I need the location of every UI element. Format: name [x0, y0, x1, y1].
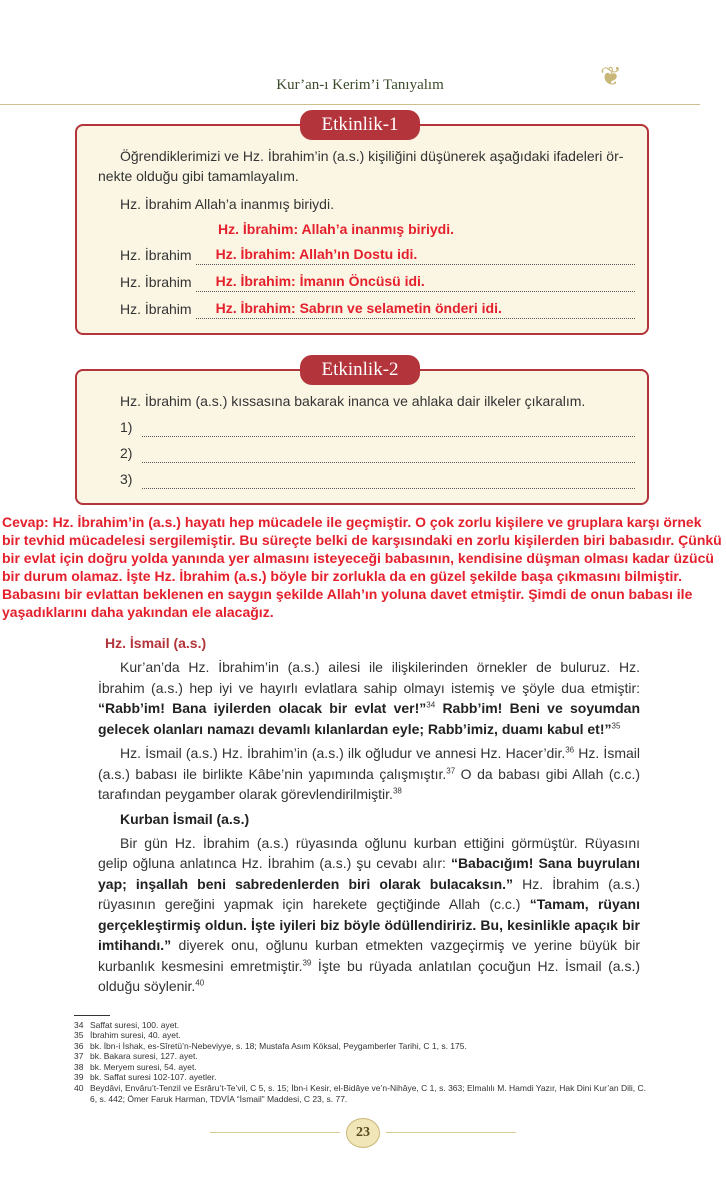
footnote-ref[interactable]: 38 — [392, 786, 402, 796]
footnote-text: bk. İbn-i İshak, es-Sîretü’n-Nebeviyye, s. 18; Mustafa Asım Köksal, Peygamberler Tarihi, C 1, s. 175. — [90, 1040, 467, 1051]
fill-row — [98, 271, 635, 292]
footnote-text: bk. Bakara suresi, 127. ayet. — [90, 1051, 198, 1062]
section-heading: Kurban İsmail (a.s.) — [120, 810, 250, 827]
text: Hz. İsmail (a.s.) Hz. İbrahim’in (a.s.) ilk oğludur ve annesi Hz. Hacer’dir. — [120, 745, 566, 761]
fill-label: Hz. İbrahim — [120, 247, 192, 263]
footnote-number: 35 — [74, 1030, 84, 1041]
footnote-number: 39 — [74, 1072, 84, 1083]
footnote — [74, 1030, 654, 1041]
paragraph — [98, 833, 640, 997]
answer-text: Hz. İbrahim: İmanın Öncüsü idi. — [215, 273, 425, 289]
fill-label: Hz. İbrahim — [120, 274, 192, 290]
footnote — [74, 1072, 654, 1083]
paragraph — [98, 657, 640, 739]
fill-line[interactable] — [142, 418, 635, 437]
fill-line[interactable] — [196, 298, 635, 319]
activity-1-box — [75, 114, 649, 335]
quote: “Rabb’im! Bana iyilerden olacak bir evlat ver!” — [98, 700, 427, 716]
text: Hz. İbrahim (a.s.) rüyasının gereğini yapmak için harekete geçtiğinde Allah (c.c.) — [98, 875, 640, 912]
activity-1-intro-2: nekte olduğu gibi tamamlayalım. — [98, 168, 299, 184]
activity-2-tag: Etkinlik-2 — [300, 355, 420, 385]
item-number: 2) — [120, 445, 133, 461]
text: O da babası gibi Allah (c.c.) tarafından peygamber olarak görevlendirilmiştir. — [98, 765, 641, 802]
footnote-number: 40 — [74, 1083, 84, 1094]
footnote-ref[interactable]: 34 — [426, 700, 436, 710]
activity-1-intro: Öğrendiklerimizi ve Hz. İbrahim’in (a.s.) kişiliğini düşünerek aşağıdaki ifadeleri ör- — [120, 148, 624, 164]
answer-line: babası ile yaşadıklarını daha yakından ele alacağız. — [2, 586, 693, 620]
footnote-text: İbrahim suresi, 40. ayet. — [90, 1030, 181, 1041]
fill-row — [98, 244, 635, 265]
answer-line: üzücü bir durum olamaz. İşte Hz. İbrahim (a.s.) böyle bir zorlukla da en güzel şekilde başa çıkmasını — [2, 550, 714, 584]
answer-text: Hz. İbrahim: Sabrın ve selametin önderi idi. — [215, 300, 502, 316]
footnote-text: Saffat suresi, 100. ayet. — [90, 1019, 180, 1030]
footnote-ref[interactable]: 37 — [446, 765, 456, 775]
answer-line: bilmiştir. Babasını bir evlattan beklenen en saygın şekilde Allah’ın yoluna davet etmiştir. Şimdi de onun — [2, 568, 682, 602]
activity-2-answer — [2, 513, 722, 621]
activity-1-tag: Etkinlik-1 — [300, 110, 420, 140]
header-divider — [0, 104, 700, 105]
answer-line: bir tevhid mücadelesi sergilemiştir. Bu süreçte belki de karşısındaki en zorlu kişilerden biri babasıdır. — [2, 532, 675, 548]
quote: Rabb’im! Beni ve soyumdan gelecek olanları namazı devamlı kılanlardan eyle; Rabb’imiz, duamı kabul et!” — [98, 700, 641, 737]
text: Bir gün Hz. İbrahim (a.s.) rüyasında oğlunu kurban ettiğini görmüştür. Rüyasını gelip oğluna anlatınca Hz. İbrahim (a.s.) şu cevabı alır: — [98, 834, 640, 871]
footnote — [74, 1062, 654, 1073]
footnote-number: 34 — [74, 1019, 84, 1030]
answer-line: Çünkü bir evlat için doğru yolda yanında yer almasını isteyeceği babasının, kendisine düşman olması kadar — [2, 532, 722, 566]
footnote-divider — [74, 1015, 110, 1016]
activity-1-example: Hz. İbrahim Allah’a inanmış biriydi. — [120, 196, 334, 212]
footer-line-left — [210, 1132, 340, 1133]
item-number: 3) — [120, 471, 133, 487]
fill-line[interactable] — [142, 444, 635, 463]
text: Hz. İsmail (a.s.) babası ile birlikte Kâbe’nin yapımında çalışmıştır. — [98, 745, 640, 782]
fill-line[interactable] — [196, 271, 635, 292]
paragraph — [98, 743, 640, 805]
fill-row — [98, 443, 635, 463]
footnote-ref[interactable]: 40 — [195, 978, 205, 988]
fill-line[interactable] — [196, 244, 635, 265]
running-header: Kur’an-ı Kerim’i Tanıyalım — [276, 77, 444, 93]
footnote-text: bk. Meryem suresi, 54. ayet. — [90, 1061, 197, 1072]
footnote-number: 38 — [74, 1061, 84, 1072]
answer-line: Cevap: Hz. İbrahim’in (a.s.) hayatı hep mücadele ile geçmiştir. O çok zorlu kişilere ve gruplara karşı örnek — [2, 514, 702, 530]
text: İşte bu rüyada anlatılan çocuğun Hz. İsmail (a.s.) olduğu söylenir. — [98, 957, 640, 994]
footnote — [74, 1041, 654, 1052]
item-number: 1) — [120, 419, 133, 435]
activity-2-prompt: Hz. İbrahim (a.s.) kıssasına bakarak inanca ve ahlaka dair ilkeler çıkaralım. — [120, 393, 586, 409]
ornament-icon: ❦ — [600, 62, 622, 92]
fill-line[interactable] — [142, 470, 635, 489]
footnote-ref[interactable]: 36 — [565, 745, 575, 755]
fill-row — [98, 298, 635, 319]
footnotes — [74, 1020, 654, 1105]
answer-text: Hz. İbrahim: Allah’ın Dostu idi. — [215, 246, 418, 262]
fill-label: Hz. İbrahim — [120, 301, 192, 317]
activity-1-intro-block — [98, 146, 635, 186]
footnote-text: bk. Saffat suresi 102-107. ayetler. — [90, 1072, 217, 1083]
footer-line-right — [386, 1132, 516, 1133]
text: diyerek onu, oğlunu kurban etmekten vazgeçirmiş ve yerine büyük bir kurbanlık kesmesini emretmiştir. — [98, 937, 640, 974]
footnote-ref[interactable]: 35 — [611, 720, 621, 730]
footnote-number: 37 — [74, 1051, 84, 1062]
text: Kur’an’da Hz. İbrahim’in (a.s.) ailesi ile ilişkilerinden örnekler de buluruz. Hz. İbrahim (a.s.) hep iyi ve hayırlı evlatlara sahip olmayı istemiş ve şöyle dua etmiştir: — [98, 659, 640, 696]
footnote-text: Beydâvi, Envâru’t-Tenzil ve Esrâru’t-Te’vil, C 5, s. 15; İbn-i Kesir, el-Bidâye ve’n-Nihâye, C 1, s. 363; Elmalılı M. Hamdi Yazır, Hak Dini Kur’an Dili, C. 6, s. 442; Ömer Faruk Harman, TDVİA “İsmail” Maddesi, C 23, s. 77. — [90, 1083, 647, 1104]
page-footer — [0, 1118, 726, 1158]
fill-row — [98, 469, 635, 489]
answer-text: Hz. İbrahim: Allah’a inanmış biriydi. — [218, 221, 454, 237]
page-number: 23 — [346, 1118, 380, 1148]
footnote — [74, 1020, 654, 1031]
activity-2-box — [75, 359, 649, 505]
quote: “Tamam, rüyanı gerçekleştirmiş oldun. İşte iyileri biz böyle ödüllendiririz. Bu, kesinlikle apaçık bir imtihandı.” — [98, 896, 640, 953]
footnote — [74, 1051, 654, 1062]
footnote-ref[interactable]: 39 — [302, 957, 312, 967]
footnote-number: 36 — [74, 1040, 84, 1051]
footnote — [74, 1083, 654, 1104]
quote: “Babacığım! Sana buyrulanı yap; inşallah beni sabredenlerden biri olarak bulacaksın.” — [98, 855, 640, 892]
fill-row — [98, 417, 635, 437]
section-heading: Hz. İsmail (a.s.) — [105, 635, 207, 651]
